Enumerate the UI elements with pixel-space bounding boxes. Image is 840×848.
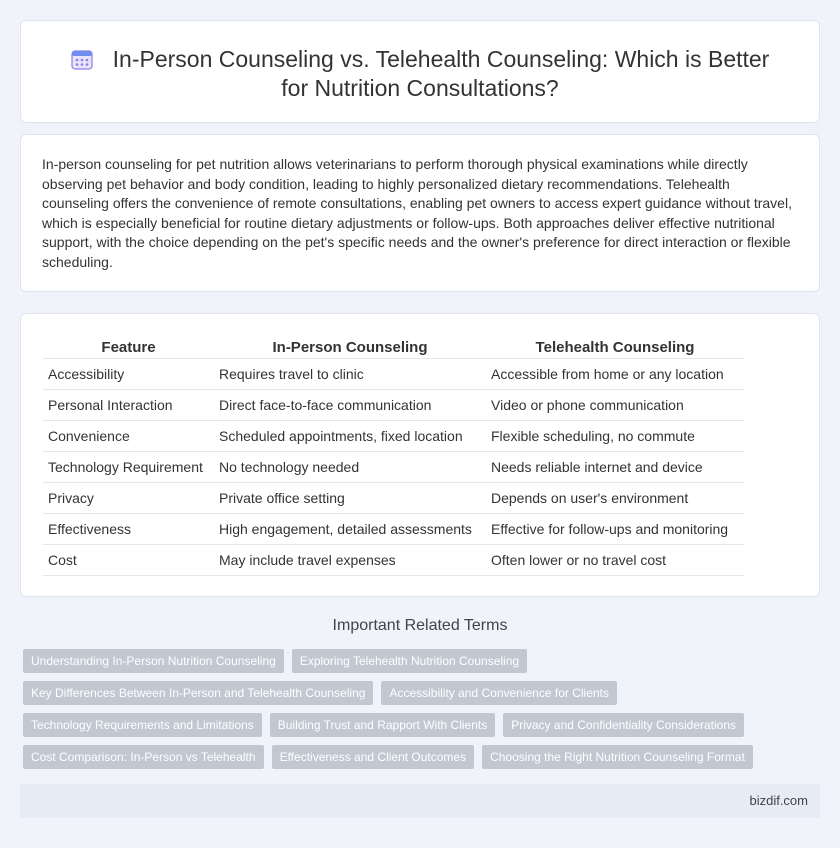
table-cell: Cost bbox=[43, 544, 214, 575]
table-cell: Privacy bbox=[43, 482, 214, 513]
header-card bbox=[20, 20, 820, 123]
table-cell: May include travel expenses bbox=[214, 544, 486, 575]
table-cell: Requires travel to clinic bbox=[214, 358, 486, 389]
table-cell: Personal Interaction bbox=[43, 389, 214, 420]
calendar-icon bbox=[71, 48, 93, 70]
table-cell: Scheduled appointments, fixed location bbox=[214, 420, 486, 451]
column-header-telehealth: Telehealth Counseling bbox=[486, 334, 744, 358]
footer bbox=[20, 784, 820, 818]
table-cell: No technology needed bbox=[214, 451, 486, 482]
table-cell: Effectiveness bbox=[43, 513, 214, 544]
table-cell: Depends on user's environment bbox=[486, 482, 744, 513]
related-term-tag[interactable]: Privacy and Confidentiality Considerations bbox=[503, 713, 744, 737]
table-cell: Needs reliable internet and device bbox=[486, 451, 744, 482]
table-row bbox=[43, 389, 744, 420]
page-title-text: In-Person Counseling vs. Telehealth Counseling: Which is Better for Nutrition Consultations? bbox=[112, 46, 770, 101]
related-term-tag[interactable]: Building Trust and Rapport With Clients bbox=[270, 713, 495, 737]
column-header-in-person: In-Person Counseling bbox=[214, 334, 486, 358]
comparison-table-card bbox=[20, 313, 820, 597]
table-row bbox=[43, 358, 744, 389]
table-cell: Accessible from home or any location bbox=[486, 358, 744, 389]
table-cell: Flexible scheduling, no commute bbox=[486, 420, 744, 451]
related-term-tag[interactable]: Accessibility and Convenience for Clients bbox=[381, 681, 616, 705]
column-header-feature: Feature bbox=[43, 334, 214, 358]
related-terms-heading: Important Related Terms bbox=[332, 617, 508, 634]
table-row bbox=[43, 451, 744, 482]
table-cell: High engagement, detailed assessments bbox=[214, 513, 486, 544]
tag-row bbox=[23, 713, 823, 737]
table-cell: Convenience bbox=[43, 420, 214, 451]
table-cell: Often lower or no travel cost bbox=[486, 544, 744, 575]
related-term-tag[interactable]: Cost Comparison: In-Person vs Telehealth bbox=[23, 745, 264, 769]
table-cell: Private office setting bbox=[214, 482, 486, 513]
related-terms-list bbox=[23, 649, 823, 777]
table-header-row bbox=[43, 334, 744, 358]
comparison-table bbox=[43, 334, 744, 576]
table-row bbox=[43, 482, 744, 513]
footer-site-link[interactable]: bizdif.com bbox=[749, 793, 808, 808]
intro-card bbox=[20, 134, 820, 292]
table-row bbox=[43, 513, 744, 544]
table-cell: Direct face-to-face communication bbox=[214, 389, 486, 420]
related-term-tag[interactable]: Choosing the Right Nutrition Counseling Format bbox=[482, 745, 753, 769]
page-title bbox=[61, 45, 779, 103]
related-term-tag[interactable]: Effectiveness and Client Outcomes bbox=[272, 745, 475, 769]
intro-paragraph: In-person counseling for pet nutrition allows veterinarians to perform thorough physical examinations while directly observing pet behavior and body condition, leading to highly personalized dietary recommendations. Telehealth counseling offers the convenience of remote consultations, enabling pet owners to access expert guidance without travel, which is especially beneficial for routine dietary adjustments or follow-ups. Both approaches deliver effective nutritional support, with the choice depending on the pet's specific needs and the owner's preference for direct interaction or flexible scheduling. bbox=[42, 156, 792, 270]
table-cell: Effective for follow-ups and monitoring bbox=[486, 513, 744, 544]
tag-row bbox=[23, 649, 823, 673]
table-row bbox=[43, 420, 744, 451]
table-cell: Technology Requirement bbox=[43, 451, 214, 482]
tag-row bbox=[23, 745, 823, 769]
table-row bbox=[43, 544, 744, 575]
related-term-tag[interactable]: Technology Requirements and Limitations bbox=[23, 713, 262, 737]
table-cell: Accessibility bbox=[43, 358, 214, 389]
table-cell: Video or phone communication bbox=[486, 389, 744, 420]
related-term-tag[interactable]: Understanding In-Person Nutrition Counseling bbox=[23, 649, 284, 673]
related-term-tag[interactable]: Exploring Telehealth Nutrition Counseling bbox=[292, 649, 527, 673]
related-term-tag[interactable]: Key Differences Between In-Person and Telehealth Counseling bbox=[23, 681, 373, 705]
tag-row bbox=[23, 681, 823, 705]
